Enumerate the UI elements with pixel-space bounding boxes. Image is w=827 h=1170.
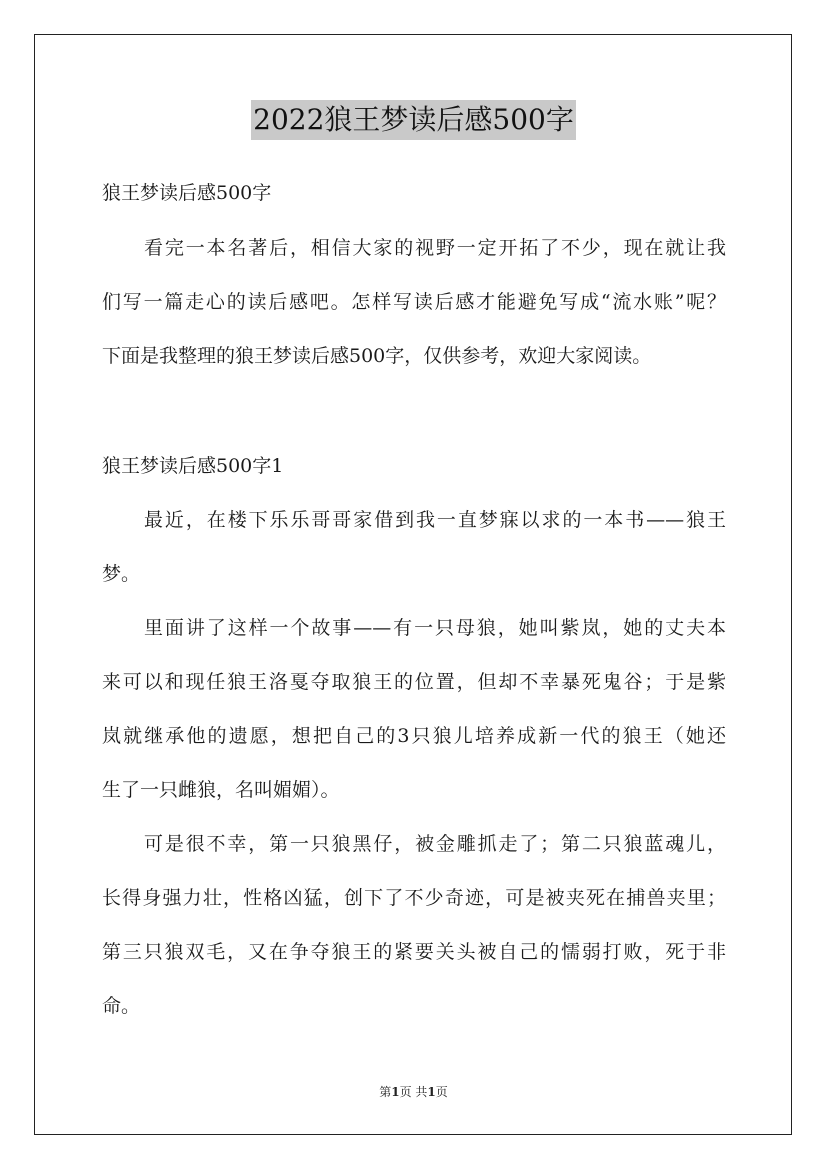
para1-line-1: 最近，在楼下乐乐哥哥家借到我一直梦寐以求的一本书——狼王 — [144, 509, 726, 531]
para2-line-1: 里面讲了这样一个故事——有一只母狼，她叫紫岚，她的丈夫本 — [144, 617, 726, 639]
footer-suffix: 页 — [435, 1085, 448, 1099]
intro-line-3: 下面是我整理的狼王梦读后感500字，仅供参考，欢迎大家阅读。 — [102, 345, 652, 367]
para3-line-1: 可是很不幸，第一只狼黑仔，被金雕抓走了；第二只狼蓝魂儿， — [144, 833, 726, 855]
para2-line-3: 岚就继承他的遗愿，想把自己的3只狼儿培养成新一代的狼王（她还 — [102, 725, 726, 747]
section-heading-1: 狼王梦读后感500字1 — [102, 455, 284, 477]
page-total: 1 — [427, 1085, 436, 1099]
title-container — [0, 100, 827, 140]
para3-line-3: 第三只狼双毛，又在争夺狼王的紧要关头被自己的懦弱打败，死于非 — [102, 941, 726, 963]
intro-line-2: 们写一篇走心的读后感吧。怎样写读后感才能避免写成“流水账”呢？ — [102, 291, 726, 313]
para2-line-2: 来可以和现任狼王洛戛夺取狼王的位置，但却不幸暴死鬼谷；于是紫 — [102, 671, 726, 693]
footer-mid: 页 共 — [399, 1085, 428, 1099]
para1-line-2: 梦。 — [102, 563, 141, 585]
subheading: 狼王梦读后感500字 — [102, 182, 272, 204]
page-footer — [0, 1083, 827, 1100]
intro-line-1: 看完一本名著后，相信大家的视野一定开拓了不少，现在就让我 — [144, 237, 726, 259]
para3-line-2: 长得身强力壮，性格凶猛，创下了不少奇迹，可是被夹死在捕兽夹里； — [102, 887, 726, 909]
document-title: 2022狼王梦读后感500字 — [251, 100, 576, 140]
footer-prefix: 第 — [379, 1085, 392, 1099]
para2-line-4: 生了一只雌狼，名叫媚媚）。 — [102, 779, 340, 801]
para3-line-4: 命。 — [102, 995, 141, 1017]
page-current: 1 — [391, 1085, 400, 1099]
